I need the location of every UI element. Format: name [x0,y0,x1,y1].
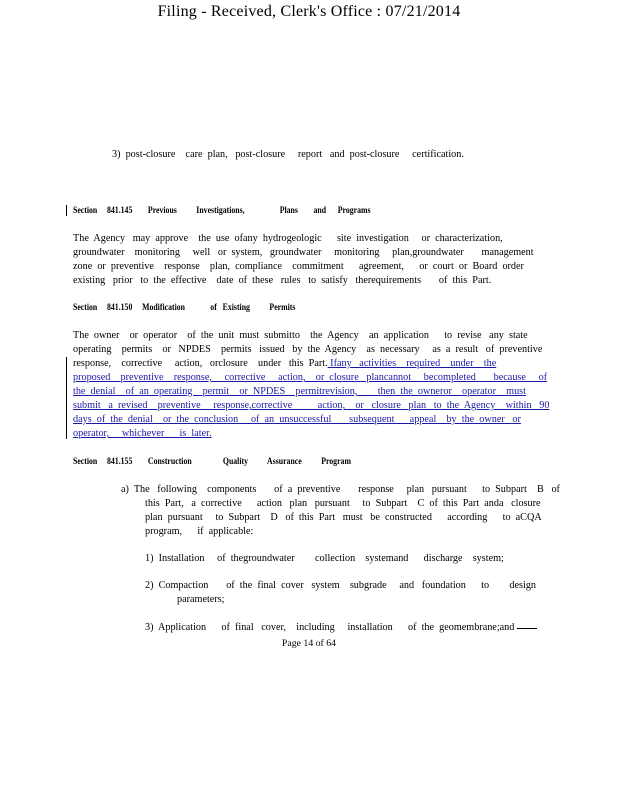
section-841-150-heading: Section 841.150 Modification of Existing Permits [73,302,296,313]
page-number: Page 14 of 64 [281,638,337,649]
post-closure-item: 3) post-closure care plan, post-closure report and post-closure certification. [112,149,464,160]
filing-header: Filing - Received, Clerk's Office : 07/21/2014 [157,3,461,20]
section-841-155-heading: Section 841.155 Construction Quality Assurance Program [73,456,351,467]
paragraph-line: program, if applicable: [145,526,254,537]
paragraph-line: plan pursuant to Subpart D of this Part must be constructed according to aCQA [145,512,542,523]
inserted-text-line: submit a revised preventive response,corrective action, or closure plan to the Agency within 90 [73,400,550,411]
list-item: 1) Installation of thegroundwater collection systemand discharge system; [145,553,504,564]
paragraph-text: response, corrective action, orclosure under this Part. [73,358,328,369]
inserted-text-line: operator, whichever is later. [73,428,212,439]
inserted-text-line: days of the denial or the conclusion of an unsuccessful subsequent appeal by the owner or [73,414,521,425]
list-item: 3) Application of final cover, including installation of the geomembrane;and [145,622,515,633]
inserted-text: Ifany activities required under the [327,358,497,369]
paragraph-line: a) The following components of a preventive response plan pursuant to Subpart B of [121,484,560,495]
change-bar [66,205,67,216]
paragraph-line: this Part, a corrective action plan pursuant to Subpart C of this Part anda closure [145,498,541,509]
paragraph-line: The Agency may approve the use ofany hydrogeologic site investigation or characterization, [73,233,503,244]
change-bar [66,357,67,439]
trailing-rule [517,628,537,629]
paragraph-line: zone or preventive response plan, compliance commitment agreement, or court or Board order [73,261,524,272]
inserted-text-line: the denial of an operating permit or NPDES permitrevision, then the owneror operator must [73,386,526,397]
paragraph-line: existing prior to the effective date of these rules to satisfy therequirements of this Part. [73,275,492,286]
paragraph-line: groundwater monitoring well or system, groundwater monitoring plan,groundwater management [73,247,534,258]
paragraph-line: operating permits or NPDES permits issued by the Agency as necessary as a result of preventive [73,344,543,355]
section-841-145-heading: Section 841.145 Previous Investigations, Plans and Programs [73,205,371,216]
list-item-continuation: parameters; [177,594,225,605]
paragraph-line [73,357,496,370]
inserted-text-line: proposed preventive response, corrective action, or closure plancannot becompleted because of [73,372,548,383]
list-item: 2) Compaction of the final cover system subgrade and foundation to design [145,580,537,591]
paragraph-line: The owner or operator of the unit must submitto the Agency an application to revise any state [73,330,528,341]
